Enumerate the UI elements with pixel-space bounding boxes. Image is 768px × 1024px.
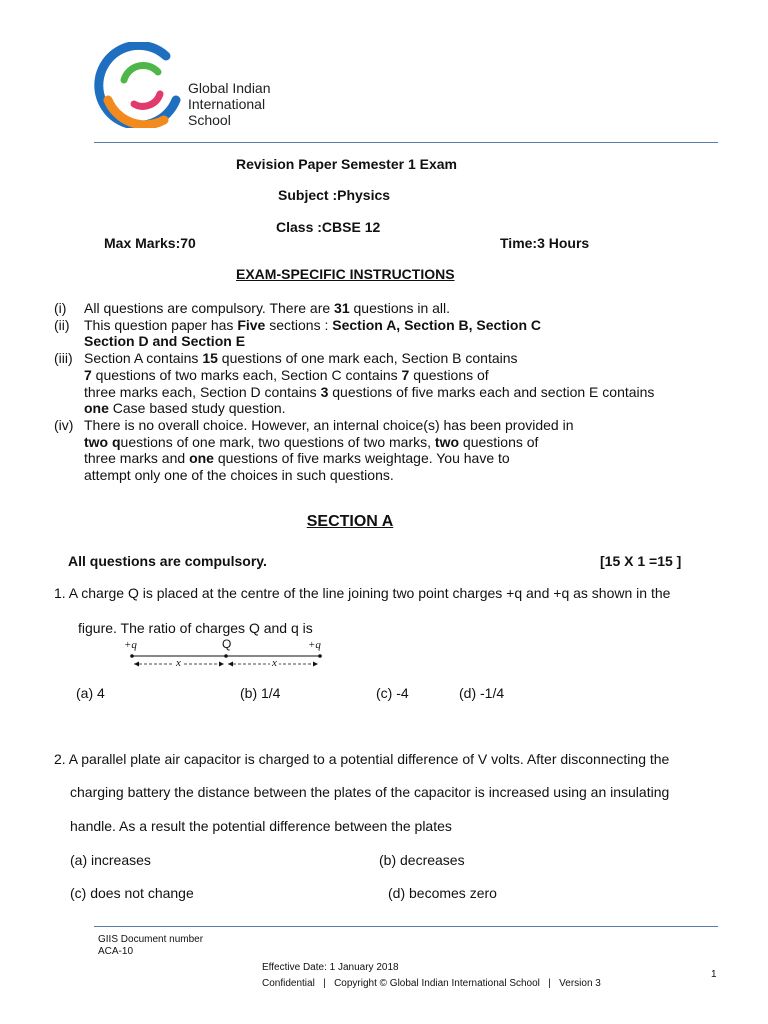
doc-number-label: GIIS Document number bbox=[98, 934, 204, 945]
class-title: Class :CBSE 12 bbox=[276, 219, 381, 235]
question-1-line-1: 1. A charge Q is placed at the centre of the line joining two point charges +q and +q as shown in the bbox=[54, 585, 671, 601]
text: All questions are compulsory. There are bbox=[84, 300, 335, 316]
text: This question paper has bbox=[84, 316, 238, 333]
text: questions of bbox=[409, 366, 489, 383]
footer-rule bbox=[94, 926, 718, 927]
question-2-option-b: (b) decreases bbox=[379, 852, 465, 868]
text: questions of five marks each and section E contains bbox=[328, 383, 655, 400]
effective-date: Effective Date: 1 January 2018 bbox=[262, 962, 399, 973]
text: questions of five marks weightage. You have to bbox=[213, 450, 510, 467]
instruction-number: (iii) bbox=[54, 350, 73, 367]
confidential-notice: Confidential | Copyright © Global Indian International School | Version 3 bbox=[262, 978, 601, 989]
logo-line-2: International bbox=[188, 96, 266, 112]
school-logo-icon bbox=[94, 42, 184, 128]
right-distance-label: x bbox=[272, 657, 277, 669]
section-a-heading: SECTION A bbox=[306, 513, 394, 530]
text: 3 bbox=[320, 383, 329, 400]
text: 31 bbox=[334, 300, 350, 316]
text: uestions of one mark, two questions of two marks, bbox=[120, 433, 435, 450]
question-1-option-c: (c) -4 bbox=[376, 685, 409, 701]
text: 15 bbox=[202, 350, 218, 367]
middle-charge-label: Q bbox=[222, 637, 232, 651]
paper-title: Revision Paper Semester 1 Exam bbox=[236, 156, 458, 172]
question-2-option-a: (a) increases bbox=[70, 852, 151, 868]
instruction-item bbox=[54, 300, 754, 317]
question-2-line-2: charging battery the distance between the plates of the capacitor is increased using an insulating bbox=[70, 784, 670, 800]
instruction-number: (ii) bbox=[54, 316, 70, 333]
question-2-option-d: (d) becomes zero bbox=[388, 885, 497, 901]
text: Section D and Section E bbox=[84, 333, 246, 350]
section-a-marks: [15 X 1 =15 ] bbox=[600, 553, 682, 569]
instruction-item bbox=[54, 417, 754, 434]
text: one bbox=[84, 400, 109, 417]
text: two q bbox=[84, 433, 121, 450]
instruction-item bbox=[54, 350, 754, 367]
text: Section A, Section B, Section C bbox=[332, 316, 542, 333]
instruction-number: (i) bbox=[54, 300, 67, 316]
text: There is no overall choice. However, an internal choice(s) has been provided in bbox=[84, 416, 574, 433]
instructions-list bbox=[54, 300, 754, 484]
question-1-line-2: figure. The ratio of charges Q and q is bbox=[78, 620, 313, 636]
instruction-item bbox=[54, 317, 754, 334]
logo-line-3: School bbox=[188, 112, 231, 128]
question-2-line-3: handle. As a result the potential difference between the plates bbox=[70, 818, 452, 834]
text: 7 bbox=[401, 366, 410, 383]
question-1-option-a: (a) 4 bbox=[76, 685, 105, 701]
text: sections : bbox=[265, 316, 333, 333]
header-rule bbox=[94, 142, 718, 143]
instruction-number: (iv) bbox=[54, 416, 74, 433]
question-1-option-d: (d) -1/4 bbox=[459, 685, 505, 701]
left-charge-label: +q bbox=[124, 639, 137, 651]
time-allowed: Time:3 Hours bbox=[500, 235, 590, 251]
text: Five bbox=[237, 316, 266, 333]
logo-line-1: Global Indian bbox=[188, 80, 271, 96]
question-2-option-c: (c) does not change bbox=[70, 885, 194, 901]
text: three marks each, Section D contains bbox=[84, 383, 321, 400]
text: attempt only one of the choices in such questions. bbox=[84, 467, 394, 484]
text: Case based study question. bbox=[108, 400, 286, 417]
text: three marks and bbox=[84, 450, 190, 467]
text: questions of bbox=[459, 433, 539, 450]
page-number: 1 bbox=[711, 969, 717, 980]
text: Section A contains bbox=[84, 350, 203, 367]
text: two bbox=[434, 433, 460, 450]
subject-title: Subject :Physics bbox=[278, 187, 391, 203]
text: questions of one mark each, Section B contains bbox=[217, 350, 518, 367]
doc-code: ACA-10 bbox=[98, 946, 134, 957]
left-distance-label: x bbox=[176, 657, 181, 669]
right-charge-label: +q bbox=[308, 639, 321, 651]
question-1-option-b: (b) 1/4 bbox=[240, 685, 281, 701]
text: questions of two marks each, Section C contains bbox=[91, 366, 402, 383]
text: 7 bbox=[84, 366, 92, 383]
instructions-heading: EXAM-SPECIFIC INSTRUCTIONS bbox=[236, 266, 455, 282]
text: one bbox=[189, 450, 214, 467]
question-2-line-1: 2. A parallel plate air capacitor is charged to a potential difference of V volts. After disconnecting the bbox=[54, 751, 670, 767]
max-marks: Max Marks:70 bbox=[104, 235, 196, 251]
logo-wordmark bbox=[188, 80, 271, 128]
section-a-note: All questions are compulsory. bbox=[68, 553, 267, 569]
text: questions in all. bbox=[349, 300, 451, 316]
